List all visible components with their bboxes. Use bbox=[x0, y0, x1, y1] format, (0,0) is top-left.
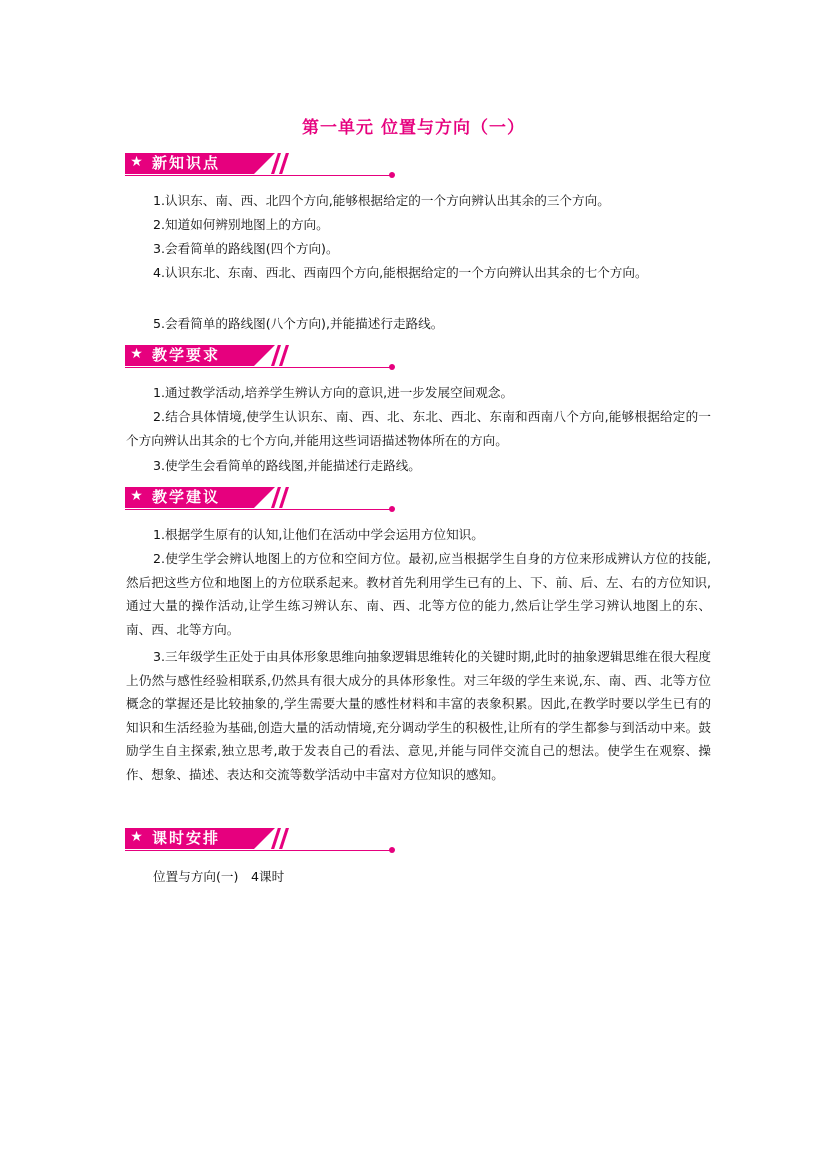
banner-slash bbox=[279, 345, 289, 366]
list-item: 1.通过教学活动,培养学生辨认方向的意识,进一步发展空间观念。 bbox=[153, 385, 514, 400]
list-item: 3.会看简单的路线图(四个方向)。 bbox=[153, 241, 339, 256]
section-header-new-knowledge bbox=[125, 153, 400, 179]
section-label: 教学建议 bbox=[152, 488, 221, 506]
section-label: 课时安排 bbox=[152, 829, 221, 847]
banner-slash bbox=[271, 345, 281, 366]
section-rule bbox=[125, 367, 391, 368]
section-rule-dot bbox=[389, 506, 395, 512]
banner-slash bbox=[279, 487, 289, 508]
section-rule bbox=[125, 850, 391, 851]
section-rule-dot bbox=[389, 364, 395, 370]
section-rule bbox=[125, 509, 391, 510]
section-header-teaching-suggestions bbox=[125, 487, 400, 513]
section-rule-dot bbox=[389, 172, 395, 178]
banner-slash bbox=[279, 828, 289, 849]
section-label: 教学要求 bbox=[152, 346, 221, 364]
star-icon: ★ bbox=[130, 488, 143, 504]
list-item: 2.结合具体情境,使学生认识东、南、西、北、东北、西北、东南和西南八个方向,能够根据给定的一个方向辨认出其余的七个方向,并能用这些词语描述物体所在的方向。 bbox=[126, 409, 711, 448]
section-rule-dot bbox=[389, 847, 395, 853]
banner-slash bbox=[271, 153, 281, 174]
schedule-line: 位置与方向(一) 4课时 bbox=[153, 869, 285, 884]
list-item: 3.使学生会看简单的路线图,并能描述行走路线。 bbox=[153, 458, 421, 473]
banner-slash bbox=[271, 487, 281, 508]
star-icon: ★ bbox=[130, 829, 143, 845]
star-icon: ★ bbox=[130, 346, 143, 362]
star-icon: ★ bbox=[130, 154, 143, 170]
banner-slash bbox=[279, 153, 289, 174]
list-item: 1.根据学生原有的认知,让他们在活动中学会运用方位知识。 bbox=[153, 527, 484, 542]
list-item: 5.会看简单的路线图(八个方向),并能描述行走路线。 bbox=[153, 316, 444, 331]
list-item: 1.认识东、南、西、北四个方向,能够根据给定的一个方向辨认出其余的三个方向。 bbox=[153, 193, 610, 208]
section-header-teaching-requirements bbox=[125, 345, 400, 371]
section-rule bbox=[125, 175, 391, 176]
list-item: 4.认识东北、东南、西北、西南四个方向,能根据给定的一个方向辨认出其余的七个方向。 bbox=[153, 265, 648, 280]
list-item: 2.知道如何辨别地图上的方向。 bbox=[153, 217, 329, 232]
banner-slash bbox=[271, 828, 281, 849]
list-item: 3.三年级学生正处于由具体形象思维向抽象逻辑思维转化的关键时期,此时的抽象逻辑思维在很大程度上仍然与感性经验相联系,仍然具有很大成分的具体形象性。对三年级的学生来说,东、南、西、北等方位概念的掌握还是比较抽象的,学生需要大量的感性材料和丰富的表象积累。因此,在教学时要以学生已有的知识和生活经验为基础,创造大量的活动情境,充分调动学生的积极性,让所有的学生都参与到活动中来。鼓励学生自主探索,独立思考,敢于发表自己的看法、意见,并能与同伴交流自己的想法。使学生在观察、操作、想象、描述、表达和交流等数学活动中丰富对方位知识的感知。 bbox=[126, 649, 711, 782]
section-header-schedule bbox=[125, 828, 400, 854]
list-item: 2.使学生学会辨认地图上的方位和空间方位。最初,应当根据学生自身的方位来形成辨认方位的技能,然后把这些方位和地图上的方位联系起来。教材首先利用学生已有的上、下、前、后、左、右的方位知识,通过大量的操作活动,让学生练习辨认东、南、西、北等方位的能力,然后让学生学习辨认地图上的东、南、西、北等方向。 bbox=[126, 551, 711, 637]
section-label: 新知识点 bbox=[152, 154, 221, 172]
page-title: 第一单元 位置与方向（一） bbox=[302, 118, 525, 138]
